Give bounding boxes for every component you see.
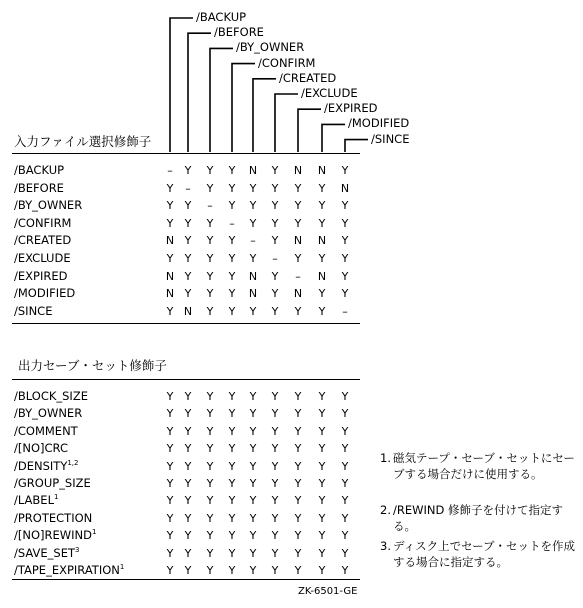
compat-cell: Y [271, 564, 279, 577]
compat-cell: Y [341, 477, 349, 490]
compat-cell: – [250, 234, 256, 248]
input-header-rule [12, 153, 360, 154]
compat-cell: Y [184, 564, 192, 577]
compat-cell: Y [341, 199, 349, 213]
compat-cell: Y [271, 407, 279, 421]
compat-cell: Y [249, 546, 257, 560]
input-bottom-rule [12, 323, 360, 324]
row-label [14, 545, 80, 560]
compat-cell: Y [206, 390, 214, 403]
compat-cell: Y [341, 287, 349, 301]
compat-cell: Y [228, 390, 236, 403]
footnote-marker: 1 [53, 493, 59, 502]
compat-cell: Y [166, 424, 174, 438]
output-header-rule [12, 379, 360, 380]
compat-cell: Y [294, 407, 302, 421]
row-label [14, 303, 53, 318]
row-label-text: /[NO]REWIND [14, 528, 92, 543]
output-section-title: 出力セーブ・セット修飾子 [18, 358, 167, 373]
row-label-text: /CREATED [14, 233, 72, 248]
compat-cell: – [167, 164, 173, 177]
compat-cell: Y [341, 546, 349, 560]
compat-cell: Y [206, 459, 214, 473]
compat-cell: Y [184, 424, 192, 438]
row-label-text: /DENSITY [14, 458, 68, 473]
row-label [14, 253, 71, 265]
compat-cell: – [272, 252, 278, 265]
compat-cell: Y [341, 494, 349, 508]
row-label [14, 215, 72, 230]
compat-cell: N [165, 287, 175, 301]
compat-cell: N [340, 181, 350, 195]
row-label-text: /BLOCK_SIZE [14, 389, 88, 403]
compat-cell: N [183, 304, 193, 318]
compat-cell: Y [206, 546, 214, 560]
leader-line [275, 94, 298, 152]
row-label [14, 180, 64, 195]
compat-cell: Y [228, 199, 236, 213]
compat-cell: Y [166, 216, 174, 230]
compat-cell: Y [294, 564, 302, 577]
compat-cell: Y [318, 477, 326, 490]
compat-cell: N [317, 269, 327, 283]
top-qualifier-label: /MODIFIED [348, 116, 410, 131]
compat-cell: Y [249, 199, 257, 213]
row-label-text: /COMMENT [14, 423, 78, 438]
compat-cell: Y [166, 407, 174, 421]
compat-cell: Y [228, 234, 236, 248]
compat-cell: Y [228, 407, 236, 421]
compat-cell: Y [271, 164, 279, 177]
compat-cell: Y [294, 424, 302, 438]
compat-cell: – [207, 199, 213, 213]
compat-cell: Y [271, 529, 279, 543]
compat-cell: Y [271, 234, 279, 248]
compat-cell: Y [184, 252, 192, 265]
compat-cell: Y [206, 511, 214, 525]
compat-cell: Y [184, 216, 192, 230]
compat-cell: Y [206, 529, 214, 543]
compat-cell: Y [206, 494, 214, 508]
compat-cell: Y [206, 304, 214, 318]
input-section-title: 入力ファイル選択修飾子 [14, 134, 152, 149]
compat-cell: Y [341, 164, 349, 177]
row-label [14, 530, 96, 542]
leader-line [345, 140, 368, 152]
leader-line [298, 109, 321, 152]
compat-cell: Y [166, 199, 174, 213]
compat-cell: – [342, 304, 348, 318]
row-label [14, 443, 68, 455]
compat-cell: Y [206, 216, 214, 230]
compat-cell: Y [206, 287, 214, 301]
compat-cell: Y [249, 511, 257, 525]
compat-cell: Y [184, 546, 192, 560]
compat-cell: Y [184, 442, 192, 456]
compat-cell: Y [318, 287, 326, 301]
footnote-marker: 1 [91, 528, 97, 537]
compat-cell: Y [249, 216, 257, 230]
compat-cell: Y [318, 529, 326, 543]
compat-cell: Y [271, 459, 279, 473]
row-label-text: /CONFIRM [14, 215, 72, 230]
compat-cell: Y [249, 424, 257, 438]
compat-cell: Y [271, 287, 279, 301]
compat-cell: Y [166, 564, 174, 577]
top-qualifier-label: /BACKUP [196, 10, 247, 24]
compat-cell: Y [184, 477, 192, 490]
row-label-text: /EXCLUDE [14, 251, 71, 265]
compat-cell: Y [228, 477, 236, 490]
compat-cell: Y [206, 442, 214, 456]
compat-cell: Y [184, 199, 192, 213]
compat-cell: Y [206, 164, 214, 177]
compat-cell: Y [228, 529, 236, 543]
compat-cell: Y [228, 181, 236, 195]
row-label-text: /BEFORE [14, 180, 64, 195]
row-label-text: /SAVE_SET [14, 545, 75, 560]
leader-line [232, 64, 255, 152]
compat-cell: Y [341, 252, 349, 265]
compat-cell: N [317, 234, 327, 248]
compat-cell: Y [249, 529, 257, 543]
compat-cell: N [293, 234, 303, 248]
compat-cell: Y [318, 304, 326, 318]
compat-cell: Y [166, 390, 174, 403]
compat-cell: Y [294, 181, 302, 195]
compat-cell: Y [184, 287, 192, 301]
compat-cell: Y [184, 269, 192, 283]
footnote-text: /REWIND 修飾子を付けて指定する。 [393, 503, 564, 533]
compat-cell: Y [341, 459, 349, 473]
row-label [14, 423, 78, 438]
compat-cell: Y [228, 442, 236, 456]
compat-cell: Y [341, 269, 349, 283]
compat-cell: Y [249, 390, 257, 403]
compat-cell: Y [294, 529, 302, 543]
row-label [14, 268, 68, 283]
row-label-text: /BACKUP [14, 163, 65, 177]
compat-cell: Y [249, 407, 257, 421]
compat-cell: Y [228, 287, 236, 301]
row-label-text: /EXPIRED [14, 268, 68, 283]
compat-cell: Y [341, 390, 349, 403]
compat-cell: Y [228, 252, 236, 265]
compat-cell: Y [228, 269, 236, 283]
compat-cell: Y [249, 304, 257, 318]
compat-cell: – [229, 216, 235, 230]
compat-cell: N [165, 269, 175, 283]
compat-cell: Y [228, 164, 236, 177]
compat-cell: N [248, 164, 258, 177]
top-qualifier-label: /CREATED [279, 70, 337, 85]
compat-cell: Y [318, 252, 326, 265]
compat-cell: Y [166, 546, 174, 560]
leader-line [253, 79, 276, 152]
row-label [14, 510, 93, 525]
compat-cell: Y [249, 459, 257, 473]
row-label-text: /TAPE_EXPIRATION [14, 563, 120, 577]
compat-cell: Y [294, 459, 302, 473]
compat-cell: Y [206, 564, 214, 577]
output-bottom-rule [12, 579, 360, 580]
compat-cell: N [165, 234, 175, 248]
compat-cell: Y [271, 546, 279, 560]
compat-cell: Y [206, 252, 214, 265]
compat-cell: Y [184, 164, 192, 177]
row-label [14, 458, 79, 473]
compat-cell: Y [318, 181, 326, 195]
compat-cell: Y [341, 529, 349, 543]
compat-cell: Y [318, 216, 326, 230]
compat-cell: Y [271, 390, 279, 403]
compat-cell: Y [318, 199, 326, 213]
compat-cell: Y [294, 199, 302, 213]
compat-cell: Y [166, 529, 174, 543]
compat-cell: – [295, 269, 301, 283]
footnote-marker: 1,2 [67, 458, 79, 467]
compat-cell: Y [318, 442, 326, 456]
compat-cell: Y [294, 252, 302, 265]
compat-cell: Y [341, 234, 349, 248]
compat-cell: Y [184, 407, 192, 421]
compat-cell: Y [206, 269, 214, 283]
compat-cell: Y [271, 442, 279, 456]
compat-cell: N [248, 269, 258, 283]
compat-cell: Y [271, 477, 279, 490]
footnote-number: 2. [380, 503, 391, 517]
leader-line [170, 18, 193, 152]
row-label-text: /[NO]CRC [14, 441, 68, 456]
compat-cell: Y [206, 234, 214, 248]
row-label [14, 200, 82, 212]
compat-cell: N [317, 164, 327, 177]
compat-cell: Y [294, 546, 302, 560]
leader-line [188, 33, 211, 152]
compat-cell: Y [206, 407, 214, 421]
row-label-text: /MODIFIED [14, 286, 76, 301]
compat-cell: Y [294, 442, 302, 456]
compat-cell: Y [271, 269, 279, 283]
compat-cell: Y [271, 304, 279, 318]
compat-cell: Y [166, 304, 174, 318]
compat-cell: Y [184, 390, 192, 403]
row-label [14, 235, 71, 247]
top-qualifier-label: /SINCE [371, 131, 410, 146]
compat-cell: N [248, 287, 258, 301]
compat-cell: Y [318, 390, 326, 403]
figure-id: ZK-6501-GE [298, 586, 358, 597]
compat-cell: Y [249, 564, 257, 577]
row-label [14, 565, 124, 577]
compat-cell: Y [166, 181, 174, 195]
compat-cell: Y [341, 564, 349, 577]
compat-cell: Y [341, 511, 349, 525]
compat-cell: Y [249, 181, 257, 195]
compat-cell: Y [228, 511, 236, 525]
compat-cell: Y [206, 181, 214, 195]
row-label [14, 408, 82, 420]
footnote-text: ディスク上でセーブ・セットを作成する場合に指定する。 [393, 539, 576, 569]
compat-cell: Y [184, 459, 192, 473]
compat-cell: Y [228, 564, 236, 577]
compat-cell: Y [318, 459, 326, 473]
compat-cell: Y [184, 494, 192, 508]
footnote-number: 3. [380, 539, 391, 553]
footnote-number: 1. [380, 451, 391, 465]
compat-cell: Y [184, 234, 192, 248]
top-qualifier-label: /BY_OWNER [236, 40, 305, 55]
compat-cell: Y [318, 424, 326, 438]
compat-cell: Y [228, 424, 236, 438]
compat-cell: Y [184, 529, 192, 543]
row-label-text: /GROUP_SIZE [14, 476, 91, 490]
compat-cell: Y [166, 459, 174, 473]
compat-cell: Y [271, 199, 279, 213]
compat-cell: Y [271, 424, 279, 438]
compat-cell: Y [249, 494, 257, 508]
compat-cell: Y [228, 546, 236, 560]
row-label-text: /PROTECTION [14, 510, 93, 525]
compat-cell: Y [318, 494, 326, 508]
top-qualifier-label: /EXPIRED [324, 101, 378, 116]
compat-cell: Y [294, 494, 302, 508]
row-label-text: /SINCE [14, 303, 53, 318]
compat-cell: Y [228, 304, 236, 318]
compat-cell: Y [318, 564, 326, 577]
row-label-text: /LABEL [14, 493, 54, 508]
compat-cell: N [293, 164, 303, 177]
row-label-text: /BY_OWNER [14, 406, 83, 421]
compat-cell: Y [184, 511, 192, 525]
compat-cell: Y [341, 216, 349, 230]
compat-cell: Y [166, 494, 174, 508]
compat-cell: Y [271, 494, 279, 508]
compat-cell: Y [318, 407, 326, 421]
row-label [14, 495, 58, 507]
top-qualifier-label: /BEFORE [214, 25, 264, 40]
compat-cell: Y [166, 252, 174, 265]
compat-cell: Y [206, 477, 214, 490]
compat-cell: Y [294, 304, 302, 318]
top-qualifier-label: /EXCLUDE [301, 86, 358, 100]
compat-cell: Y [294, 477, 302, 490]
row-label [14, 478, 91, 490]
compat-cell: Y [294, 216, 302, 230]
compat-cell: Y [294, 511, 302, 525]
row-label [14, 391, 88, 403]
compat-cell: – [185, 181, 191, 195]
compat-cell: Y [271, 181, 279, 195]
row-label-text: /BY_OWNER [14, 198, 83, 213]
row-label [14, 288, 75, 300]
compat-cell: Y [341, 407, 349, 421]
compat-cell: Y [249, 442, 257, 456]
compat-cell: Y [166, 511, 174, 525]
compat-cell: Y [228, 494, 236, 508]
leader-line [322, 124, 345, 152]
compat-cell: Y [271, 216, 279, 230]
compat-cell: Y [249, 252, 257, 265]
row-label [14, 165, 64, 177]
compat-cell: Y [271, 511, 279, 525]
top-qualifier-label: /CONFIRM [258, 55, 316, 70]
compat-cell: Y [318, 546, 326, 560]
compat-cell: Y [228, 459, 236, 473]
compat-cell: N [293, 287, 303, 301]
compat-cell: Y [249, 477, 257, 490]
compat-cell: Y [294, 390, 302, 403]
compat-cell: Y [341, 442, 349, 456]
leader-line [210, 48, 233, 152]
compat-cell: Y [166, 442, 174, 456]
footnote-marker: 1 [119, 563, 125, 571]
compat-cell: Y [206, 424, 214, 438]
footnote-text: 磁気テープ・セーブ・セットにセーブする場合だけに使用する。 [393, 451, 575, 481]
compat-cell: Y [318, 511, 326, 525]
compat-cell: Y [166, 477, 174, 490]
footnote-marker: 3 [75, 545, 80, 554]
compat-cell: Y [341, 424, 349, 438]
